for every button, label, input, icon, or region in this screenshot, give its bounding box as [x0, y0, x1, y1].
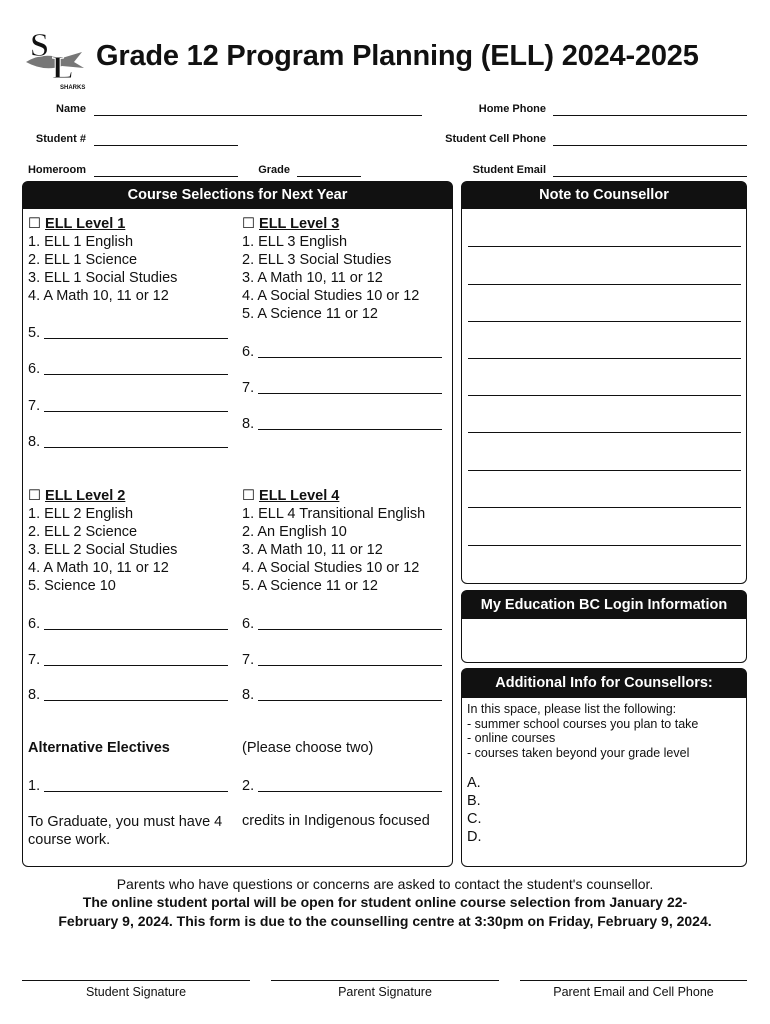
course-selections-header: Course Selections for Next Year: [23, 182, 452, 209]
level2-item: 3. ELL 2 Social Studies: [28, 542, 178, 558]
note-line[interactable]: [468, 470, 741, 471]
level3-blank-8[interactable]: 8.: [242, 415, 442, 432]
level3-title[interactable]: ☐ ELL Level 3: [242, 216, 340, 232]
note-line[interactable]: [468, 507, 741, 508]
grade-field[interactable]: [297, 176, 361, 177]
level1-block: [28, 215, 177, 305]
level2-title[interactable]: ☐ ELL Level 2: [28, 488, 126, 504]
level4-item: 5. A Science 11 or 12: [242, 578, 378, 594]
additional-info-letters[interactable]: A. B. C. D.: [467, 775, 482, 845]
level3-item: 3. A Math 10, 11 or 12: [242, 270, 383, 286]
level1-item: 4. A Math 10, 11 or 12: [28, 288, 169, 304]
checkbox-icon: ☐: [242, 488, 260, 504]
level1-item: 1. ELL 1 English: [28, 234, 134, 250]
level3-item: 5. A Science 11 or 12: [242, 306, 378, 322]
level3-blank-7[interactable]: 7.: [242, 379, 442, 396]
level2-item: 2. ELL 2 Science: [28, 524, 138, 540]
portal-note-2: February 9, 2024. This form is due to the counselling centre at 3:30pm on Friday, February 9, 2024.: [58, 913, 712, 929]
level1-blank-6[interactable]: 6.: [28, 360, 228, 377]
page-title: Grade 12 Program Planning (ELL) 2024-2025: [96, 40, 699, 72]
student-number-label: Student #: [35, 133, 86, 145]
logo-caption: SHARKS: [60, 85, 86, 91]
student-cell-label: Student Cell Phone: [445, 133, 546, 145]
name-field[interactable]: [94, 115, 422, 116]
level1-item: 2. ELL 1 Science: [28, 252, 138, 268]
level1-blank-7[interactable]: 7.: [28, 397, 228, 414]
parent-contact-label: Parent Email and Cell Phone: [553, 985, 714, 999]
note-to-counsellor-box[interactable]: [461, 181, 747, 584]
level2-blank-6[interactable]: 6.: [28, 615, 228, 632]
student-email-field[interactable]: [553, 176, 747, 177]
alt-electives-title: Alternative Electives: [28, 740, 170, 756]
note-to-counsellor-header: Note to Counsellor: [462, 182, 746, 209]
alt-blank-2[interactable]: 2.: [242, 777, 442, 794]
level3-item: 2. ELL 3 Social Studies: [242, 252, 392, 268]
level2-item: 5. Science 10: [28, 578, 116, 594]
name-label: Name: [56, 103, 86, 115]
level4-blank-6[interactable]: 6.: [242, 615, 442, 632]
parent-signature-label: Parent Signature: [338, 985, 432, 999]
note-line[interactable]: [468, 432, 741, 433]
level4-item: 4. A Social Studies 10 or 12: [242, 560, 420, 576]
school-logo: [22, 22, 90, 92]
myed-login-header: My Education BC Login Information: [462, 591, 746, 619]
parent-note: Parents who have questions or concerns are asked to contact the student's counsellor.: [116, 876, 654, 892]
student-cell-field[interactable]: [553, 145, 747, 146]
note-line[interactable]: [468, 358, 741, 359]
svg-text:L: L: [52, 49, 74, 85]
additional-info-instructions: In this space, please list the following: - summer school courses you plan to take - online courses - courses taken beyond your grade level: [467, 702, 699, 760]
myed-login-box[interactable]: [461, 590, 747, 663]
level3-blank-6[interactable]: 6.: [242, 343, 442, 360]
level3-block: [242, 215, 419, 323]
level1-blank-5[interactable]: 5.: [28, 324, 228, 341]
level4-item: 2. An English 10: [242, 524, 347, 540]
level4-blank-8[interactable]: 8.: [242, 686, 442, 703]
note-line[interactable]: [468, 395, 741, 396]
parent-signature-line[interactable]: [271, 980, 499, 981]
alt-blank-1[interactable]: 1.: [28, 777, 228, 794]
level1-blank-8[interactable]: 8.: [28, 433, 228, 450]
homeroom-label: Homeroom: [27, 164, 86, 176]
level1-title[interactable]: ☐ ELL Level 1: [28, 216, 126, 232]
graduate-note-left: To Graduate, you must have 4 course work.: [28, 814, 223, 848]
grade-label: Grade: [258, 164, 290, 176]
student-signature-label: Student Signature: [85, 985, 187, 999]
student-signature-line[interactable]: [22, 980, 250, 981]
level4-item: 3. A Math 10, 11 or 12: [242, 542, 383, 558]
note-line[interactable]: [468, 321, 741, 322]
additional-info-header: Additional Info for Counsellors:: [462, 669, 746, 698]
level3-item: 1. ELL 3 English: [242, 234, 348, 250]
level2-blank-7[interactable]: 7.: [28, 651, 228, 668]
home-phone-label: Home Phone: [478, 103, 546, 115]
checkbox-icon: ☐: [28, 488, 46, 504]
homeroom-field[interactable]: [94, 176, 238, 177]
student-number-field[interactable]: [94, 145, 238, 146]
checkbox-icon: ☐: [242, 216, 260, 232]
level2-item: 4. A Math 10, 11 or 12: [28, 560, 169, 576]
level4-blank-7[interactable]: 7.: [242, 651, 442, 668]
level4-block: [242, 487, 425, 595]
portal-note-1: The online student portal will be open for student online course selection from January 22-: [82, 894, 688, 910]
parent-contact-line[interactable]: [520, 980, 747, 981]
level3-item: 4. A Social Studies 10 or 12: [242, 288, 420, 304]
level1-item: 3. ELL 1 Social Studies: [28, 270, 178, 286]
note-line[interactable]: [468, 545, 741, 546]
note-line[interactable]: [468, 246, 741, 247]
note-line[interactable]: [468, 284, 741, 285]
student-email-label: Student Email: [472, 164, 546, 176]
level4-item: 1. ELL 4 Transitional English: [242, 506, 426, 522]
alt-electives-note: (Please choose two): [242, 740, 374, 756]
graduate-note-right: credits in Indigenous focused: [242, 813, 430, 829]
checkbox-icon: ☐: [28, 216, 46, 232]
level2-blank-8[interactable]: 8.: [28, 686, 228, 703]
level2-item: 1. ELL 2 English: [28, 506, 134, 522]
home-phone-field[interactable]: [553, 115, 747, 116]
level4-title[interactable]: ☐ ELL Level 4: [242, 488, 340, 504]
level2-block: [28, 487, 177, 595]
additional-info-box[interactable]: [461, 668, 747, 867]
svg-text:S: S: [30, 27, 49, 64]
